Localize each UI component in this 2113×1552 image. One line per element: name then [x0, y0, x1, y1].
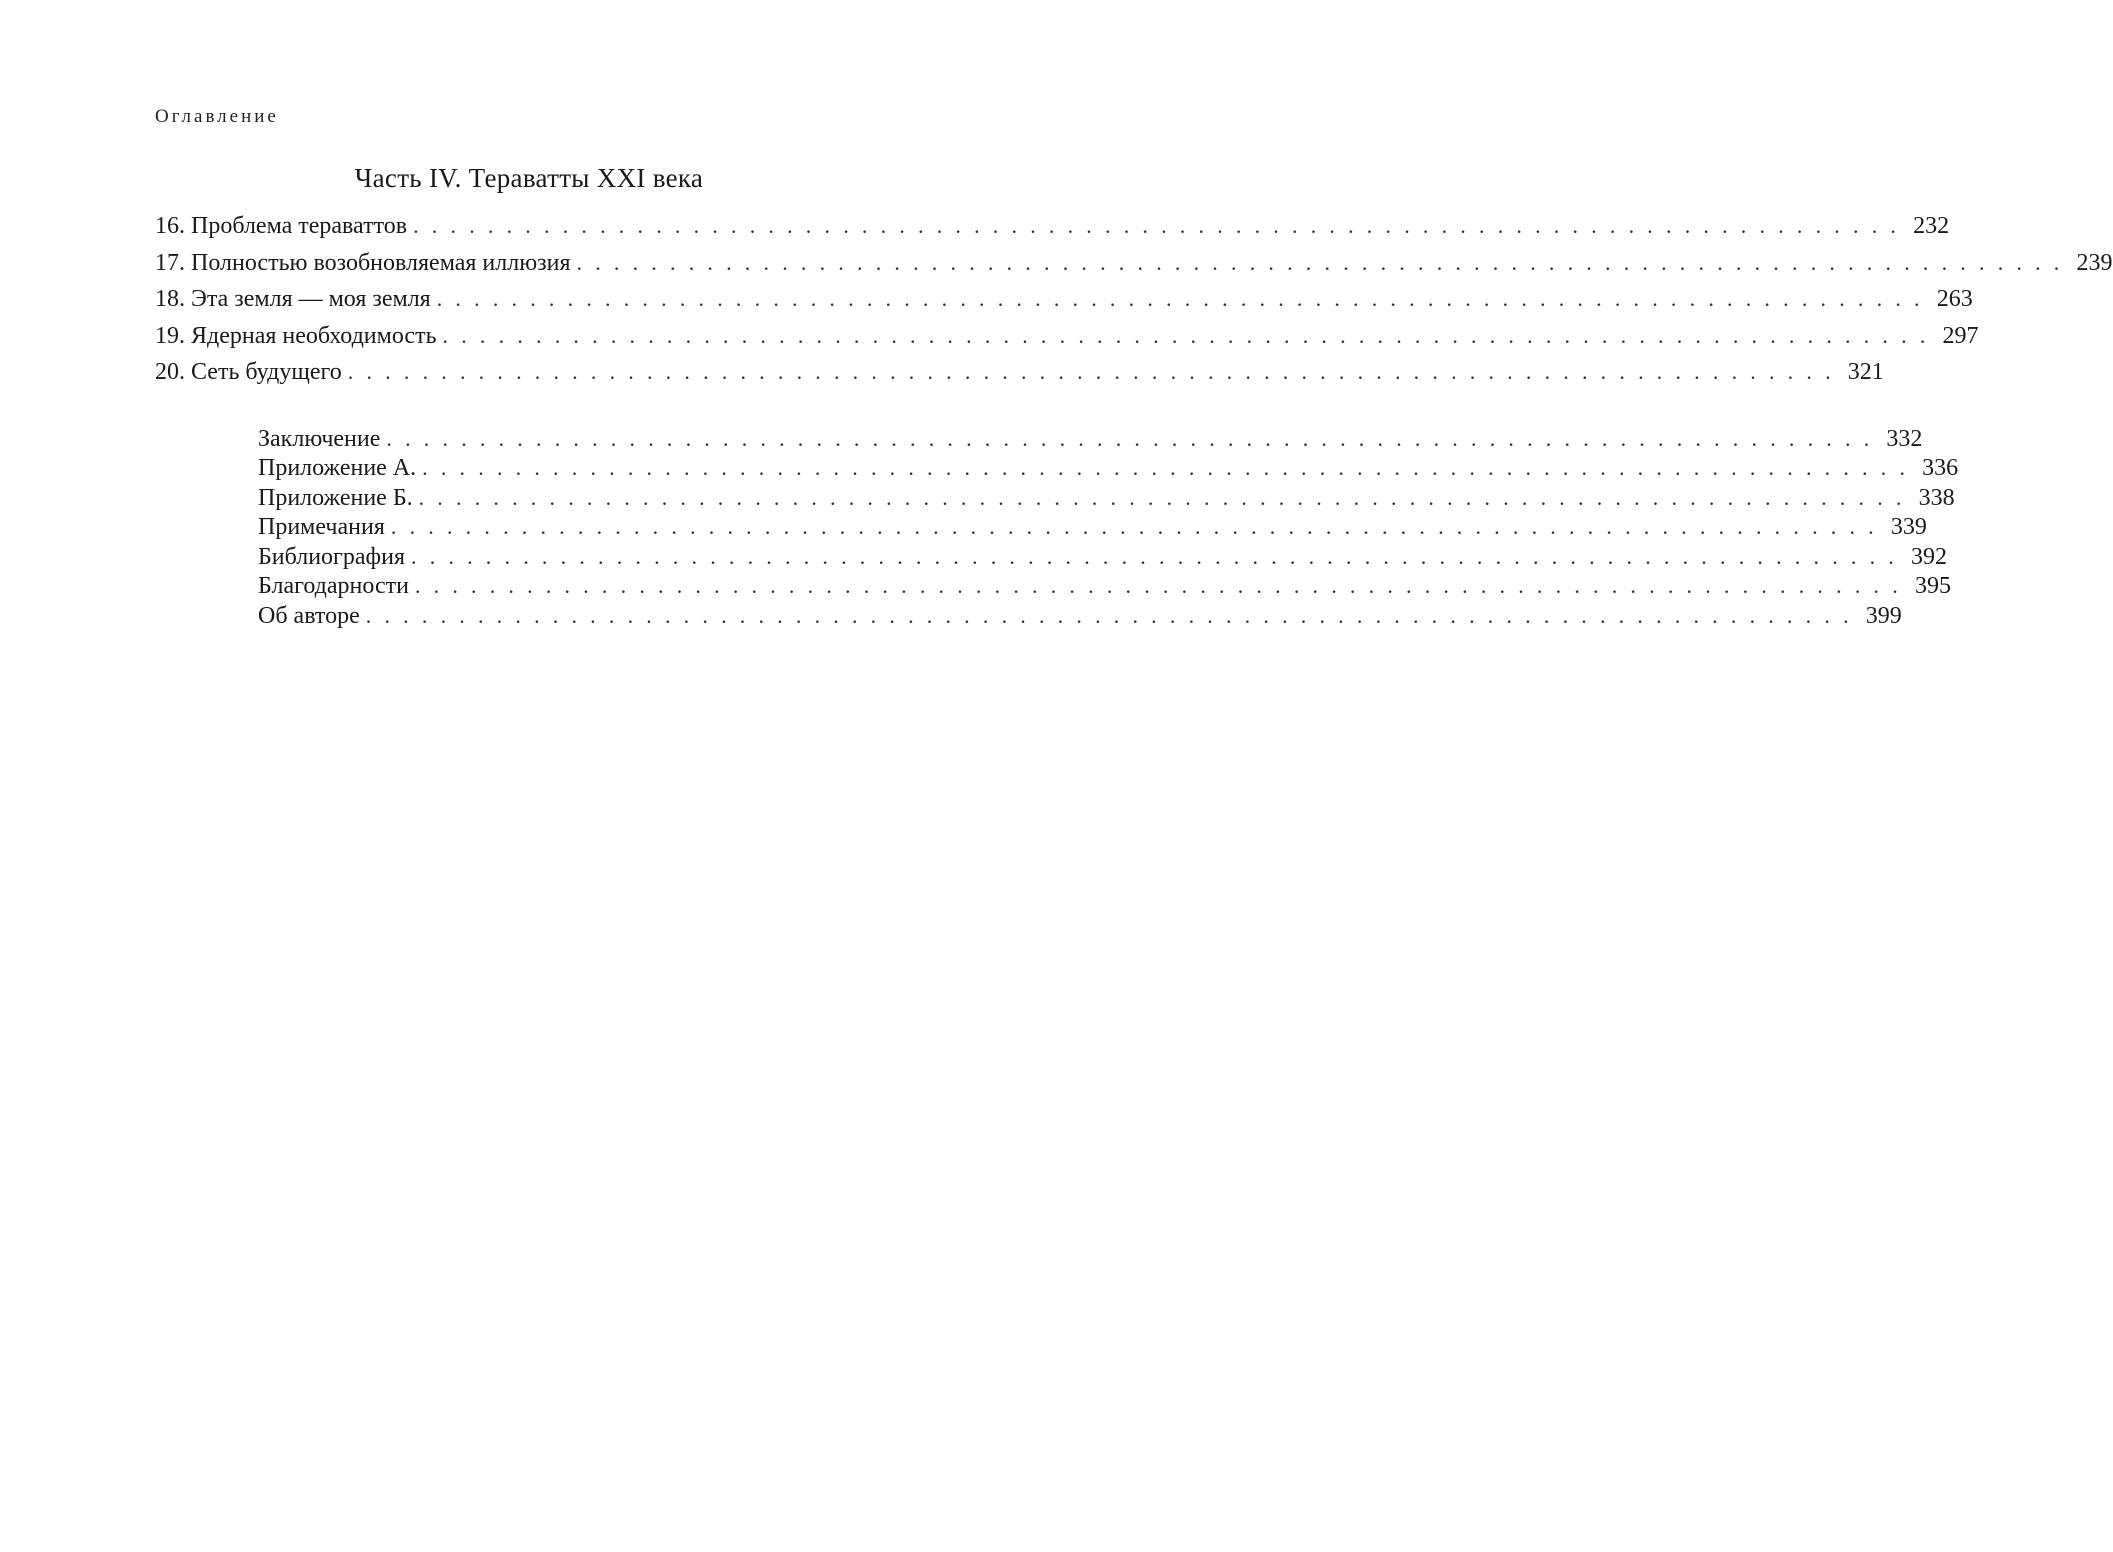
leader-dots: ................................................................................	[413, 213, 1910, 238]
toc-entry-page: 392	[1911, 544, 1947, 570]
toc-entry-page: 395	[1914, 573, 1951, 599]
leader-dots: ................................................................................	[442, 323, 1939, 348]
toc-entry[interactable]	[258, 453, 1959, 483]
toc-entry-label: 16. Проблема тераваттов	[155, 213, 408, 239]
toc-entry-page: 399	[1865, 603, 1902, 629]
toc-entry[interactable]	[258, 571, 1951, 601]
running-head: Оглавление	[155, 106, 279, 127]
leader-dots: ................................................................................	[576, 250, 2073, 275]
toc-entry[interactable]	[155, 321, 1979, 351]
toc-entry-page: 297	[1942, 323, 1979, 349]
toc-entry-label: 18. Эта земля — моя земля	[155, 286, 431, 312]
leader-dots: ................................................................................	[422, 455, 1919, 480]
toc-entry[interactable]	[258, 542, 1947, 572]
leader-dots: ................................................................................	[414, 573, 1911, 598]
leader-dots: ................................................................................	[390, 514, 1887, 539]
toc-entry-label: 17. Полностью возобновляемая иллюзия	[155, 250, 571, 276]
leader-dots: ................................................................................	[365, 603, 1862, 628]
leader-dots: ................................................................................	[418, 485, 1915, 510]
leader-dots: ................................................................................	[347, 359, 1844, 384]
part-title: Часть IV. Тераватты XXI века	[354, 163, 704, 193]
toc-entry-label: Заключение	[258, 426, 381, 452]
toc-entry-label: Об авторе	[258, 603, 360, 629]
leader-dots: ................................................................................	[436, 286, 1933, 311]
toc-entry-label: 20. Сеть будущего	[155, 359, 342, 385]
toc-entry-page: 332	[1886, 426, 1923, 452]
toc-entry-page: 232	[1913, 213, 1950, 239]
toc-entry-page: 339	[1890, 514, 1927, 540]
toc-entry-label: 19. Ядерная необходимость	[155, 323, 437, 349]
toc-entry-page: 336	[1922, 455, 1959, 481]
toc-entry[interactable]	[155, 211, 1950, 241]
toc-entry-page: 338	[1918, 485, 1955, 511]
toc-entry[interactable]	[258, 483, 1955, 513]
toc-entry[interactable]	[155, 248, 2113, 278]
toc-entry[interactable]	[155, 357, 1884, 387]
toc-entry-label: Благодарности	[258, 573, 409, 599]
leader-dots: ................................................................................	[386, 426, 1883, 451]
toc-entry-label: Приложение А.	[258, 455, 417, 481]
toc-entry-label: Приложение Б.	[258, 485, 413, 511]
toc-entry-label: Примечания	[258, 514, 385, 540]
toc-entry[interactable]	[155, 284, 1973, 314]
toc-entry-page: 321	[1847, 359, 1884, 385]
toc-entry[interactable]	[258, 601, 1902, 631]
toc-entry-label: Библиография	[258, 544, 405, 570]
toc-entry[interactable]	[258, 512, 1927, 542]
toc-entry-page: 263	[1936, 286, 1973, 312]
toc-entry[interactable]	[258, 424, 1923, 454]
toc-entry-page: 239	[2076, 250, 2113, 276]
leader-dots: ................................................................................	[411, 544, 1907, 569]
